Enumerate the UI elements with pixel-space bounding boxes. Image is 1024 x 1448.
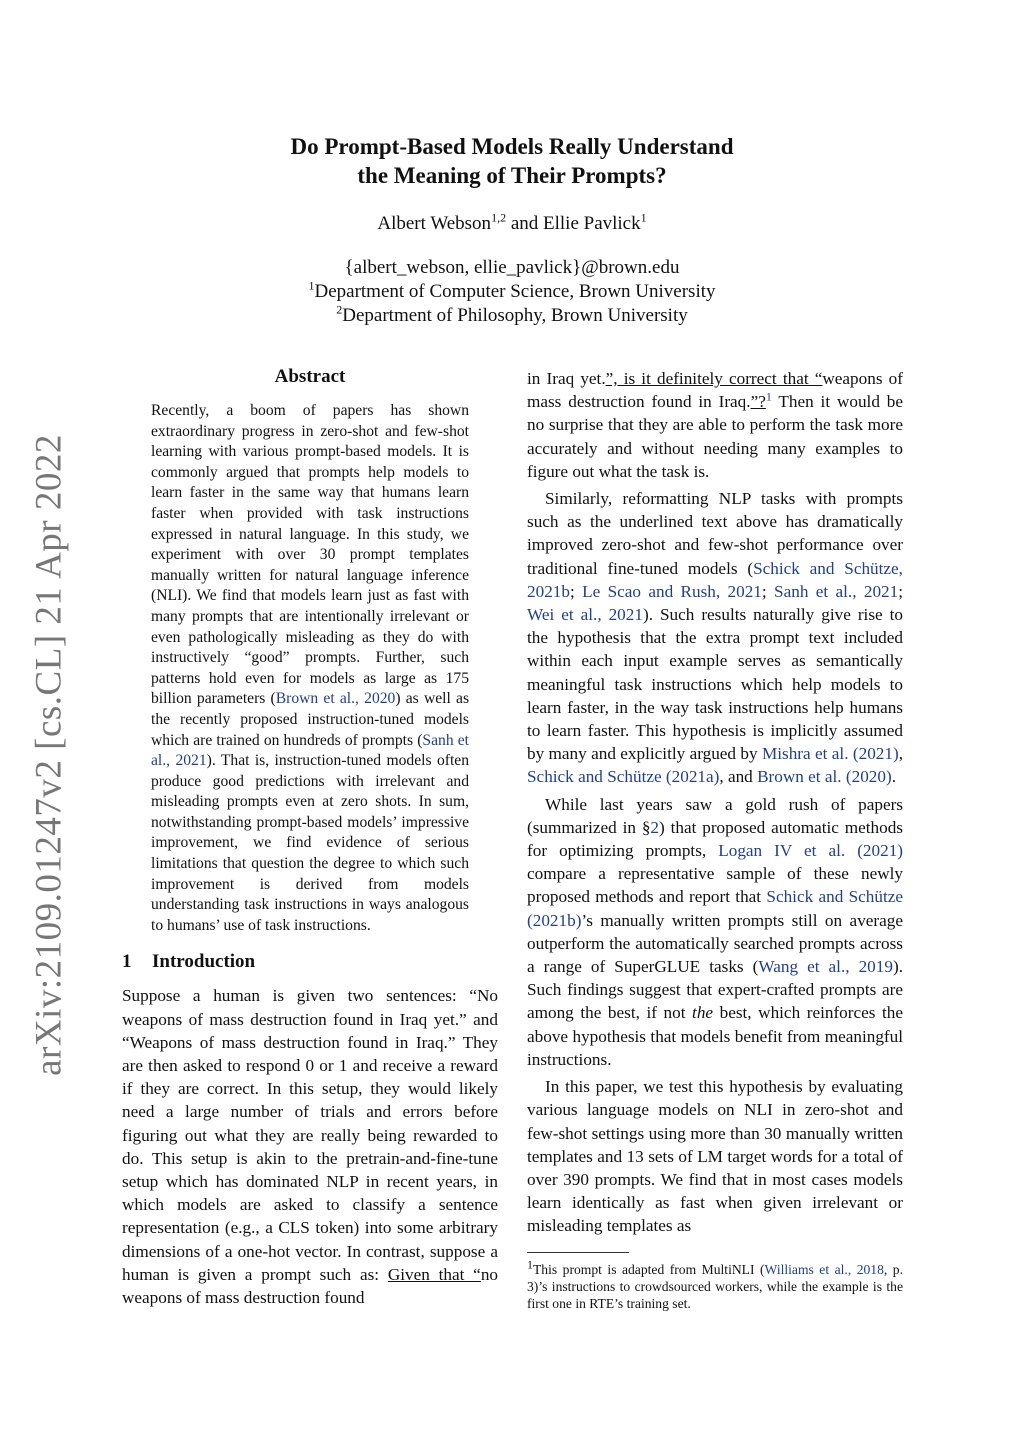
footnote-marker[interactable]: 1 bbox=[765, 389, 772, 404]
intro-paragraph-1: Suppose a human is given two sentences: “No weapons of mass destruction found in Iraq yet.” and “Weapons of mass destruction found in Iraq.” They are then asked to respond 0 or 1 and receive a reward if they are correct. In this setup, they would likely need a large number of trials and errors before figuring out what they are really being rewarded to do. This setup is akin to the pretrain-and-fine-tune setup which has dominated NLP in recent years, in which models are asked to classify a sentence representation (e.g., a CLS token) into some arbitrary dimensions of a one-hot vector. In contrast, suppose a human is given a prompt such as: Given that “no weapons of mass destruction found bbox=[122, 986, 498, 1308]
citation-link[interactable]: Sanh et al., 2021 bbox=[151, 731, 469, 770]
author-2: Ellie Pavlick bbox=[543, 213, 641, 234]
citation-year-link[interactable]: (2021) bbox=[857, 841, 904, 861]
emphasis: the bbox=[692, 1003, 714, 1023]
title-line-2: the Meaning of Their Prompts? bbox=[357, 163, 667, 188]
intro-paragraph-2: Similarly, reformatting NLP tasks with prompts such as the underlined text above has dramatically improved zero-shot and few-shot performance over traditional fine-tuned models (Schick and Schütze, 2021b; Le Scao and Rush, 2021; Sanh et al., 2021; Wei et al., 2021). Such results naturally give rise to the hypothesis that the extra prompt text included within each input example serves as semantically meaningful task instructions which help models to learn faster, in the way task instructions help humans to learn faster. This hypothesis is implicitly assumed by many and explicitly argued by Mishra et al. (2021), Schick and Schütze (2021a), and Brown et al. (2020). bbox=[527, 489, 904, 787]
citation-link[interactable]: Logan IV et al. bbox=[718, 841, 846, 861]
author-list bbox=[0, 212, 1024, 236]
right-column bbox=[527, 367, 903, 1312]
abstract-heading: Abstract bbox=[274, 366, 346, 387]
intro-paragraph-1-cont: in Iraq yet.”, is it definitely correct that “weapons of mass destruction found in Iraq.”?$^1$ Then it would be no surprise that they are able to perform the task more accurately and without needing many examples to figure out what the task is. bbox=[527, 369, 903, 481]
citation-link[interactable]: Wang et al., 2019 bbox=[758, 957, 893, 977]
arxiv-id-text: arXiv:2109.01247v2 [cs.CL] 21 Apr 2022 bbox=[28, 434, 70, 1076]
citation-link[interactable]: Brown et al., 2020 bbox=[275, 690, 396, 708]
citation-year-link[interactable]: (2021b) bbox=[527, 910, 582, 930]
citation-link[interactable]: Wei et al., 2021 bbox=[527, 605, 643, 625]
left-column bbox=[122, 365, 498, 1309]
author-2-affil: 1 bbox=[640, 210, 647, 225]
citation-link[interactable]: Mishra et al. bbox=[761, 744, 849, 764]
citation-year-link[interactable]: (2021a) bbox=[665, 767, 720, 787]
affiliation-1: $^1$Department of Computer Science, Brown University bbox=[308, 278, 716, 302]
intro-paragraph-4: In this paper, we test this hypothesis by evaluating various language models on NLI in zero-shot and few-shot settings using more than 30 manually written templates and 13 sets of LM target words for a total of over 390 prompts. We find that in most cases models learn identically as fast when given irrelevant or misleading templates as bbox=[527, 1077, 903, 1236]
author-1: Albert Webson bbox=[377, 213, 492, 234]
abstract-body: Recently, a boom of papers has shown extraordinary progress in zero-shot and few-shot learning with various prompt-based models. It is commonly argued that prompts help models to learn faster in the same way that humans learn faster when provided with task instructions expressed in natural language. In this study, we experiment with over 30 prompt templates manually written for natural language inference (NLI). We find that models learn just as fast with many prompts that are intentionally irrelevant or even pathologically misleading as they do with instructively “good” prompts. Further, such patterns hold even for models as large as 175 billion parameters (Brown et al., 2020) as well as the recently proposed instruction-tuned models which are trained on hundreds of prompts (Sanh et al., 2021). That is, instruction-tuned models often produce good predictions with irrelevant and misleading prompts even at zero shots. In sum, notwithstanding prompt-based models’ impressive improvement, we find evidence of serious limitations that question the degree to which such improvement is derived from models understanding task instructions in ways analogous to humans’ use of task instructions. bbox=[151, 402, 470, 934]
prompt-underlined: ”? bbox=[750, 392, 766, 412]
citation-year-link[interactable]: (2020) bbox=[845, 767, 892, 787]
section-heading-introduction: 1 Introduction bbox=[122, 951, 256, 973]
prompt-underlined: ”, is it definitely correct that “ bbox=[605, 369, 823, 388]
footnote-number: 1 bbox=[527, 1256, 533, 1271]
footnote-1: $^1$This prompt is adapted from MultiNLI (Williams et al., 2018, p. 3)’s instructions to crowdsourced workers, while the example is the first one in RTE’s training set. bbox=[527, 1256, 903, 1311]
affiliations bbox=[0, 256, 1024, 328]
paper-title bbox=[0, 132, 1024, 190]
section-ref-link[interactable]: 2 bbox=[650, 817, 660, 837]
title-line-1: Do Prompt-Based Models Really Understand bbox=[290, 134, 734, 159]
citation-link[interactable]: Sanh et al., 2021 bbox=[774, 581, 899, 601]
author-1-affil: 1,2 bbox=[491, 210, 507, 225]
citation-year-link[interactable]: (2021) bbox=[852, 744, 899, 764]
citation-link[interactable]: Schick and Schütze bbox=[527, 767, 662, 787]
author-emails: {albert_webson, ellie_pavlick}@brown.edu bbox=[344, 257, 680, 278]
author-conjunction: and bbox=[506, 213, 543, 234]
prompt-underlined: Given that “ bbox=[387, 1264, 481, 1284]
affiliation-2: $^2$Department of Philosophy, Brown University bbox=[336, 302, 688, 326]
citation-link[interactable]: Schick and Schütze bbox=[766, 887, 903, 907]
citation-link[interactable]: Schick and Schütze, 2021b bbox=[527, 558, 903, 601]
citation-link[interactable]: Le Scao and Rush, 2021 bbox=[582, 581, 762, 601]
intro-paragraph-3: While last years saw a gold rush of papers (summarized in §2) that proposed automatic methods for optimizing prompts, Logan IV et al. (2021) compare a representative sample of these newly proposed methods and report that Schick and Schütze (2021b)’s manually written prompts still on average outperform the automatically searched prompts across a range of SuperGLUE tasks (Wang et al., 2019). Such findings suggest that expert-crafted prompts are among the best, if not the best, which reinforces the above hypothesis that models benefit from meaningful instructions. bbox=[527, 794, 904, 1069]
citation-link[interactable]: Brown et al. bbox=[757, 767, 842, 787]
citation-link[interactable]: Williams et al., 2018 bbox=[764, 1261, 884, 1277]
arxiv-identifier-stamp bbox=[18, 434, 80, 1076]
footnote-divider bbox=[527, 1252, 629, 1253]
